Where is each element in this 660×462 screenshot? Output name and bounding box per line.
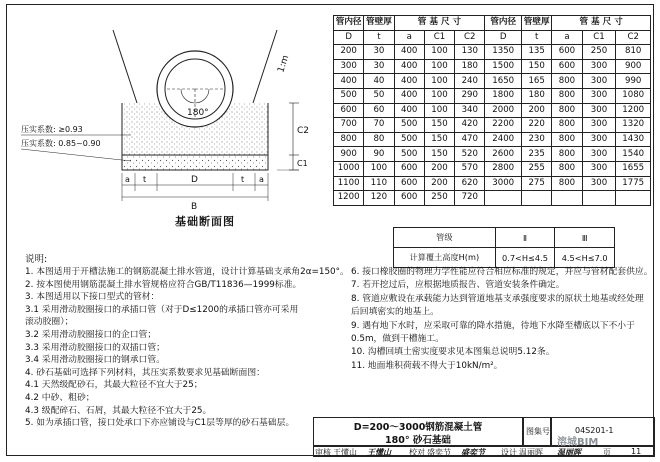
table-cell: 200 bbox=[424, 161, 454, 176]
table-cell: 300 bbox=[582, 103, 616, 118]
table-cell: 100 bbox=[364, 161, 394, 176]
table-cell: 100 bbox=[424, 103, 454, 118]
table-cell: 290 bbox=[455, 88, 485, 103]
table-cell: 240 bbox=[455, 74, 485, 89]
table-cell: 800 bbox=[334, 132, 364, 147]
table-cell: 340 bbox=[455, 103, 485, 118]
table-cell: 570 bbox=[455, 161, 485, 176]
table-cell: 1655 bbox=[616, 161, 651, 176]
dim-t-left: t bbox=[143, 175, 147, 184]
dim-c2: C2 bbox=[297, 126, 310, 136]
table-cell bbox=[552, 191, 582, 206]
table-cell: 520 bbox=[455, 147, 485, 162]
table-cell: 600 bbox=[334, 103, 364, 118]
soil-cover-table bbox=[393, 227, 615, 268]
watermark: 溶城BIM bbox=[557, 437, 599, 448]
review-name: 王懂山 bbox=[333, 448, 357, 457]
table-cell: 110 bbox=[364, 176, 394, 191]
dim-b: B bbox=[191, 202, 198, 212]
note-item: 3.3 采用滑动胶圈接口的双插口管； bbox=[25, 342, 165, 353]
table-cell: 100 bbox=[424, 74, 454, 89]
table-cell: 500 bbox=[394, 118, 424, 133]
trench-wall-right bbox=[253, 30, 277, 103]
table-cell: 600 bbox=[552, 45, 582, 60]
design-signature: 温丽晖 bbox=[557, 447, 581, 457]
table-cell: 255 bbox=[522, 161, 552, 176]
table-cell: 800 bbox=[552, 176, 582, 191]
trench-wall-left bbox=[113, 30, 137, 103]
header-wall-thickness: 管壁厚 bbox=[522, 16, 552, 31]
header-inner-diameter: 管内径 bbox=[485, 16, 522, 31]
atlas-number: 04S201-1 bbox=[575, 426, 614, 435]
table-row bbox=[394, 228, 615, 248]
table-row bbox=[334, 103, 651, 118]
table-cell: 800 bbox=[552, 103, 582, 118]
table-cell: 130 bbox=[455, 45, 485, 60]
table-cell: 90 bbox=[364, 147, 394, 162]
page-number: 11 bbox=[631, 447, 642, 456]
table-cell: 600 bbox=[394, 191, 424, 206]
table-cell: 470 bbox=[455, 132, 485, 147]
note-item: 11. 地面堆积荷载不得大于10kN/m²。 bbox=[351, 360, 503, 371]
table-cell: 30 bbox=[364, 45, 394, 60]
table-cell: 400 bbox=[334, 74, 364, 89]
subheader-c1: C1 bbox=[424, 30, 454, 45]
table-cell: 810 bbox=[616, 45, 651, 60]
subheader-t: t bbox=[364, 30, 394, 45]
note-item: 后回填密实的地基上。 bbox=[351, 307, 439, 318]
note-item: 3.1 采用滑动胶圈接口的承插口管（对于D≤1200的承插口管亦可采用 bbox=[25, 304, 299, 315]
table-cell: 1800 bbox=[485, 88, 522, 103]
table-cell: 300 bbox=[582, 147, 616, 162]
table-row bbox=[334, 132, 651, 147]
slope-label: 1:m bbox=[276, 54, 292, 74]
table-cell: 600 bbox=[394, 176, 424, 191]
table-cell: 135 bbox=[522, 45, 552, 60]
table-cell: 1650 bbox=[485, 74, 522, 89]
table-cell: 1100 bbox=[334, 176, 364, 191]
table-cell: 300 bbox=[582, 74, 616, 89]
note-item: 6. 接口橡胶圈的物理力学性能应符合相应标准的规定，并应与管材配套供应。 bbox=[351, 267, 653, 277]
dim-d: D bbox=[191, 175, 198, 185]
table-cell: 990 bbox=[616, 74, 651, 89]
check-name: 盛奕节 bbox=[427, 448, 451, 457]
table-cell: 400 bbox=[394, 88, 424, 103]
soil-range-3: 4.5<H≤7.0 bbox=[555, 248, 615, 268]
check-label: 校对 bbox=[409, 448, 425, 457]
sand-base bbox=[122, 155, 268, 170]
table-cell bbox=[485, 191, 522, 206]
table-header-row bbox=[334, 16, 651, 31]
soil-header-label: 管级 bbox=[394, 228, 496, 248]
table-cell: 200 bbox=[522, 103, 552, 118]
table-row bbox=[334, 59, 651, 74]
table-cell: 800 bbox=[552, 161, 582, 176]
table-cell: 300 bbox=[582, 161, 616, 176]
table-cell: 1200 bbox=[616, 103, 651, 118]
table-row bbox=[334, 191, 651, 206]
table-row bbox=[334, 147, 651, 162]
header-inner-diameter: 管内径 bbox=[334, 16, 364, 31]
table-cell: 300 bbox=[334, 59, 364, 74]
table-cell: 1430 bbox=[616, 132, 651, 147]
note-item: 8. 管道应敷设在承载能力达到管道地基支承强度要求的原状土地基或经处理 bbox=[351, 293, 644, 304]
pipe-dimension-table bbox=[333, 15, 651, 206]
table-cell: 500 bbox=[334, 88, 364, 103]
design-label: 设计 bbox=[501, 448, 517, 457]
table-cell: 1775 bbox=[616, 176, 651, 191]
table-cell: 400 bbox=[394, 74, 424, 89]
table-cell: 120 bbox=[364, 191, 394, 206]
dim-c1: C1 bbox=[297, 159, 308, 168]
table-cell: 300 bbox=[582, 59, 616, 74]
table-cell: 2400 bbox=[485, 132, 522, 147]
table-cell: 1000 bbox=[334, 161, 364, 176]
table-cell: 800 bbox=[552, 118, 582, 133]
table-cell: 420 bbox=[455, 118, 485, 133]
table-row bbox=[334, 118, 651, 133]
table-cell: 900 bbox=[334, 147, 364, 162]
table-cell: 1500 bbox=[485, 59, 522, 74]
angle-label: 180° bbox=[187, 108, 209, 118]
compaction-label-upper: 压实系数: ≥0.93 bbox=[21, 125, 83, 134]
dim-t-right: t bbox=[241, 175, 245, 184]
table-cell: 300 bbox=[582, 88, 616, 103]
note-item: 0.5m，做到干槽施工。 bbox=[351, 334, 444, 344]
note-item: 10. 沟槽回填土密实度要求见本图集总说明5.12条。 bbox=[351, 347, 555, 358]
note-item: 4. 砂石基础可选择下列材料，其压实系数要求见基础断面图： bbox=[25, 367, 265, 378]
table-row bbox=[334, 74, 651, 89]
table-cell: 70 bbox=[364, 118, 394, 133]
dim-a-left: a bbox=[125, 175, 130, 184]
table-cell: 200 bbox=[334, 45, 364, 60]
table-cell: 50 bbox=[364, 88, 394, 103]
soil-grade-3: Ⅲ bbox=[555, 228, 615, 248]
subheader-c2: C2 bbox=[616, 30, 651, 45]
table-cell: 100 bbox=[424, 59, 454, 74]
table-cell: 2600 bbox=[485, 147, 522, 162]
table-cell: 275 bbox=[522, 176, 552, 191]
table-cell: 100 bbox=[424, 45, 454, 60]
check-signature: 盛奕节 bbox=[461, 447, 485, 457]
table-cell: 200 bbox=[424, 176, 454, 191]
table-row bbox=[394, 248, 615, 268]
table-cell: 700 bbox=[334, 118, 364, 133]
table-cell: 250 bbox=[424, 191, 454, 206]
table-cell: 720 bbox=[455, 191, 485, 206]
title-block bbox=[313, 417, 655, 457]
table-row bbox=[334, 88, 651, 103]
table-cell: 150 bbox=[424, 118, 454, 133]
table-cell: 1080 bbox=[616, 88, 651, 103]
drawing-caption: 基础断面图 bbox=[175, 215, 235, 228]
drawing-title-line-1: D=200～3000钢筋混凝土管 bbox=[353, 422, 483, 433]
table-cell: 235 bbox=[522, 147, 552, 162]
header-wall-thickness: 管壁厚 bbox=[364, 16, 394, 31]
table-cell: 300 bbox=[582, 132, 616, 147]
note-item: 1. 本图适用于开槽法施工的钢筋混凝土排水管道，设计计算基础支承角2α=150°。 bbox=[25, 267, 349, 277]
table-cell: 2800 bbox=[485, 161, 522, 176]
table-row bbox=[334, 176, 651, 191]
table-cell: 80 bbox=[364, 132, 394, 147]
header-base-size: 管 基 尺 寸 bbox=[552, 16, 651, 31]
note-item: 2. 按本图使用钢筋混凝土排水管规格应符合GB/T11836—1999标准。 bbox=[25, 279, 302, 290]
table-cell: 800 bbox=[552, 132, 582, 147]
drawing-sheet bbox=[6, 4, 654, 456]
note-item: 3.4 采用滑动胶圈接口的钢承口管。 bbox=[25, 355, 165, 366]
table-cell: 180 bbox=[522, 88, 552, 103]
table-cell: 30 bbox=[364, 59, 394, 74]
table-cell: 600 bbox=[394, 161, 424, 176]
note-item: 3.2 采用滑动胶圈接口的企口管； bbox=[25, 330, 157, 340]
table-cell: 1200 bbox=[334, 191, 364, 206]
table-cell: 60 bbox=[364, 103, 394, 118]
table-cell: 150 bbox=[424, 147, 454, 162]
table-cell: 400 bbox=[394, 103, 424, 118]
table-cell: 1540 bbox=[616, 147, 651, 162]
table-cell: 2000 bbox=[485, 103, 522, 118]
table-cell: 800 bbox=[552, 88, 582, 103]
table-row bbox=[334, 45, 651, 60]
note-item: 5. 如为承插口管，接口处承口下亦应铺设与C1层等厚的砂石基础层。 bbox=[25, 418, 295, 429]
note-item: 4.3 级配碎石、石屑，其最大粒径不宜大于25。 bbox=[25, 405, 212, 416]
note-item: 4.2 中砂、粗砂； bbox=[25, 393, 95, 403]
table-cell: 900 bbox=[616, 59, 651, 74]
design-name: 温丽晖 bbox=[519, 448, 543, 457]
review-label: 审核 bbox=[315, 448, 331, 457]
review-signature: 王懂山 bbox=[367, 447, 391, 457]
subheader-d: D bbox=[334, 30, 364, 45]
header-base-size: 管 基 尺 寸 bbox=[394, 16, 485, 31]
table-cell: 620 bbox=[455, 176, 485, 191]
table-cell: 500 bbox=[394, 147, 424, 162]
table-row bbox=[334, 161, 651, 176]
table-cell: 220 bbox=[522, 118, 552, 133]
soil-grade-2: Ⅱ bbox=[495, 228, 555, 248]
table-cell: 180 bbox=[455, 59, 485, 74]
table-cell: 400 bbox=[394, 45, 424, 60]
table-cell bbox=[616, 191, 651, 206]
note-item: 9. 遇有地下水时，应采取可靠的降水措施，待地下水降至槽底以下不小于 bbox=[351, 320, 635, 331]
table-cell: 1320 bbox=[616, 118, 651, 133]
note-item: 7. 若开挖过后，应根据地质报告、管道安装条件确定。 bbox=[351, 280, 565, 291]
table-cell: 100 bbox=[424, 88, 454, 103]
table-cell: 165 bbox=[522, 74, 552, 89]
table-cell: 230 bbox=[522, 132, 552, 147]
table-cell: 40 bbox=[364, 74, 394, 89]
dim-a-right: a bbox=[259, 175, 264, 184]
note-item: 4.1 天然级配砂石，其最大粒径不宜大于25； bbox=[25, 380, 203, 391]
atlas-label: 图集号 bbox=[526, 427, 550, 436]
table-cell: 400 bbox=[394, 59, 424, 74]
subheader-c2: C2 bbox=[455, 30, 485, 45]
subheader-a: a bbox=[394, 30, 424, 45]
note-item: 3. 本图适用以下接口型式的管材： bbox=[25, 292, 160, 303]
pipe-table-body bbox=[334, 45, 651, 206]
compaction-label-lower: 压实系数: 0.85~0.90 bbox=[21, 139, 101, 148]
table-subheader-row bbox=[334, 30, 651, 45]
table-cell: 150 bbox=[522, 59, 552, 74]
table-cell: 800 bbox=[552, 147, 582, 162]
notes-heading: 说明: bbox=[25, 254, 48, 265]
soil-row-label: 计算覆土高度H(m) bbox=[394, 248, 496, 268]
table-cell: 1350 bbox=[485, 45, 522, 60]
subheader-t: t bbox=[522, 30, 552, 45]
page-label: 页 bbox=[603, 448, 611, 457]
table-cell bbox=[582, 191, 616, 206]
table-cell: 600 bbox=[552, 59, 582, 74]
table-cell: 500 bbox=[394, 132, 424, 147]
subheader-c1: C1 bbox=[582, 30, 616, 45]
table-cell bbox=[522, 191, 552, 206]
drawing-title-line-2: 180° 砂石基础 bbox=[385, 435, 451, 446]
table-cell: 150 bbox=[424, 132, 454, 147]
table-cell: 300 bbox=[582, 118, 616, 133]
foundation-section-drawing bbox=[21, 15, 321, 220]
note-item: 滚动胶圈）； bbox=[25, 317, 74, 328]
table-cell: 2200 bbox=[485, 118, 522, 133]
subheader-a: a bbox=[552, 30, 582, 45]
soil-range-2: 0.7<H≤4.5 bbox=[495, 248, 555, 268]
table-cell: 300 bbox=[582, 176, 616, 191]
table-cell: 800 bbox=[552, 74, 582, 89]
subheader-d: D bbox=[485, 30, 522, 45]
table-cell: 3000 bbox=[485, 176, 522, 191]
table-cell: 250 bbox=[582, 45, 616, 60]
